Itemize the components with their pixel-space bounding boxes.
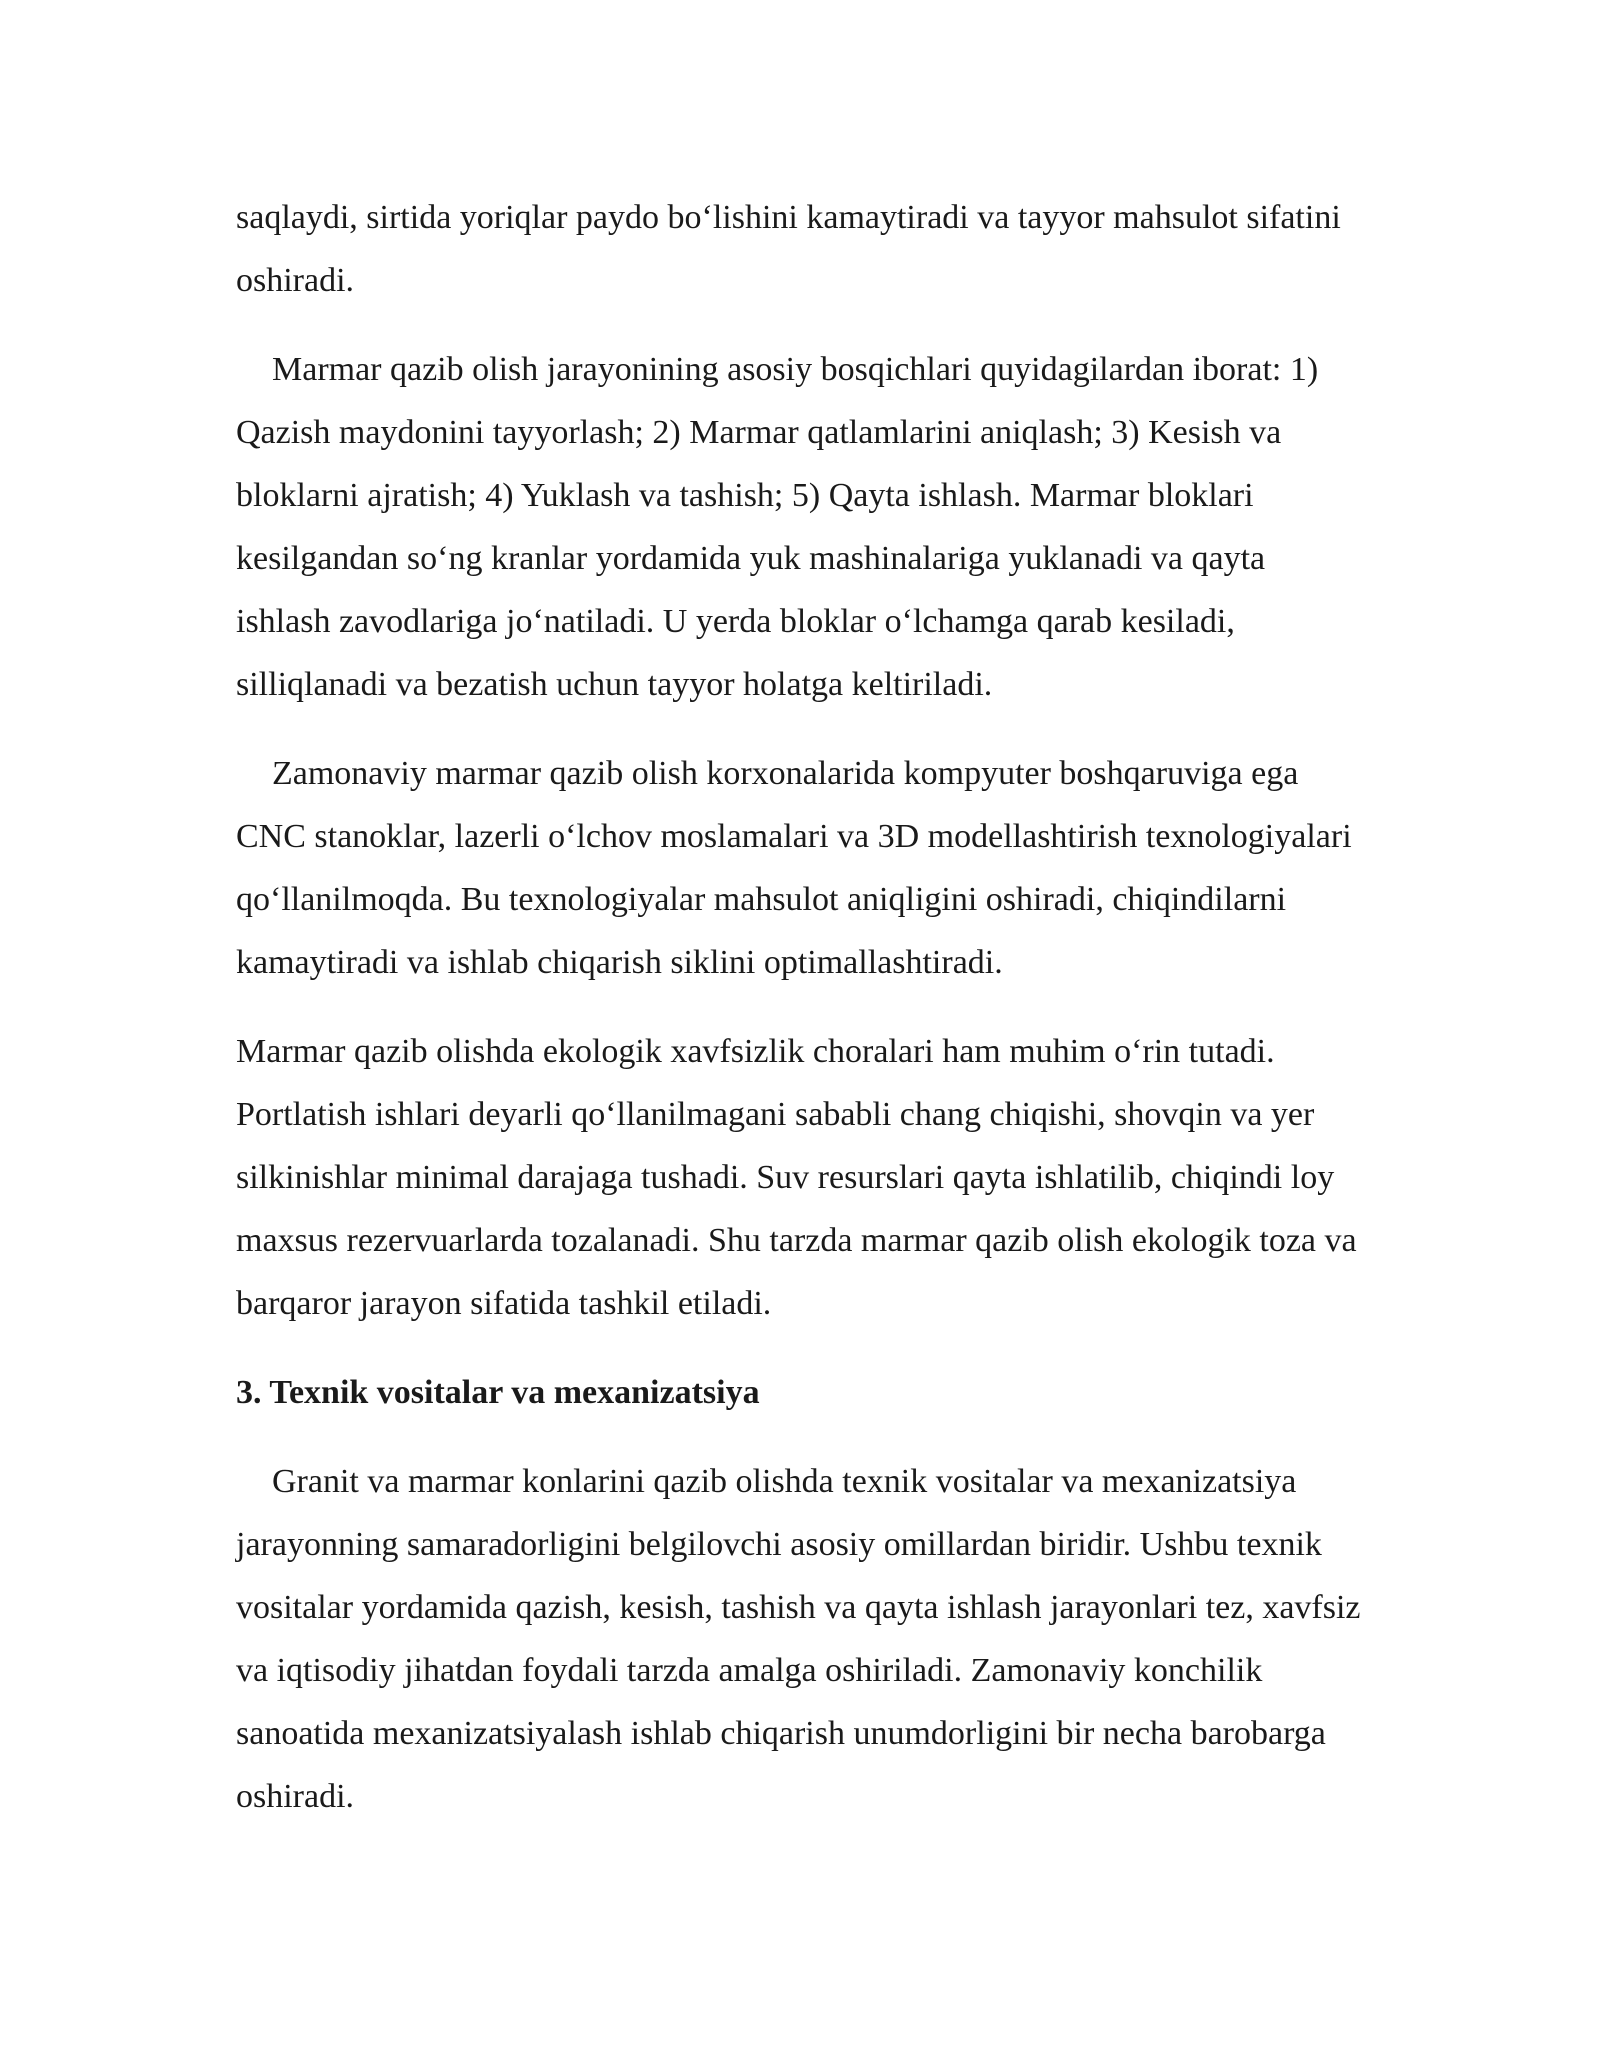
- paragraph-continuation: saqlaydi, sirtida yoriqlar paydo bo‘lishini kamaytiradi va tayyor mahsulot sifatini oshiradi.: [236, 199, 1341, 299]
- section-heading: 3. Texnik vositalar va mexanizatsiya: [236, 1374, 760, 1411]
- paragraph-mechanization: Granit va marmar konlarini qazib olishda texnik vositalar va mexanizatsiya jarayonning samaradorligini belgilovchi asosiy omillardan biridir. Ushbu texnik vositalar yordamida qazish, kesish, tashish va qayta ishlash jarayonlari tez, xavfsiz va iqtisodiy jihatdan foydali tarzda amalga oshiriladi. Zamonaviy konchilik sanoatida mexanizatsiyalash ishlab chiqarish unumdorligini bir necha barobarga oshiradi.: [236, 1463, 1361, 1815]
- paragraph-modern-technology: Zamonaviy marmar qazib olish korxonalarida kompyuter boshqaruviga ega CNC stanoklar, lazerli o‘lchov moslamalari va 3D modellashtirish texnologiyalari qo‘llanilmoqda. Bu texnologiyalar mahsulot aniqligini oshiradi, chiqindilarni kamaytiradi va ishlab chiqarish siklini optimallashtiradi.: [236, 755, 1352, 981]
- paragraph-extraction-stages: Marmar qazib olish jarayonining asosiy bosqichlari quyidagilardan iborat: 1) Qazish maydonini tayyorlash; 2) Marmar qatlamlarini aniqlash; 3) Kesish va bloklarni ajratish; 4) Yuklash va tashish; 5) Qayta ishlash. Marmar bloklari kesilgandan so‘ng kranlar yordamida yuk mashinalariga yuklanadi va qayta ishlash zavodlariga jo‘natiladi. U yerda bloklar o‘lchamga qarab kesiladi, silliqlanadi va bezatish uchun tayyor holatga keltiriladi.: [236, 351, 1319, 703]
- paragraph-ecological-safety: Marmar qazib olishda ekologik xavfsizlik choralari ham muhim o‘rin tutadi. Portlatish ishlari deyarli qo‘llanilmagani sababli chang chiqishi, shovqin va yer silkinishlar minimal darajaga tushadi. Suv resurslari qayta ishlatilib, chiqindi loy maxsus rezervuarlarda tozalanadi. Shu tarzda marmar qazib olish ekologik toza va barqaror jarayon sifatida tashkil etiladi.: [236, 1033, 1357, 1322]
- document-page: [236, 186, 1366, 1854]
